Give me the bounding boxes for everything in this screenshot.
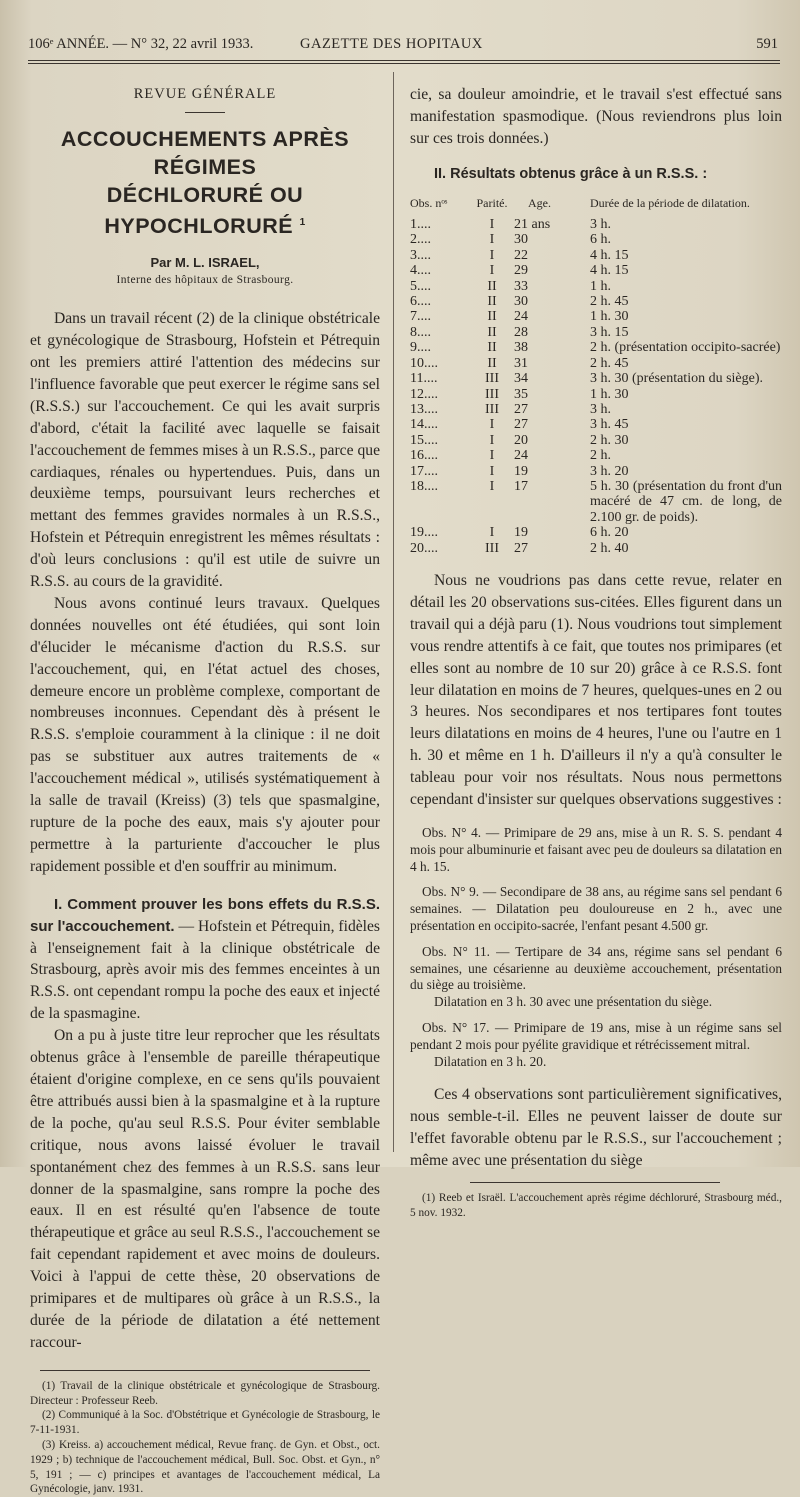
title-line-2: DÉCHLORURÉ OU HYPOCHLORURÉ $^1$ [104, 183, 306, 239]
parity-cell: II [487, 309, 497, 325]
parity-cell: II [487, 278, 497, 294]
footnote-3: (3) Kreiss. a) accouchement médical, Revue franç. de Gyn. et Obst., oct. 1929 ; b) technique de l'accouchement médical, Bull. Soc. Obst. et Gyn., n° 5, 191 ; — c) principes et avantages de l'accouchement médical, La Gynécologie, janv. 1931. [30, 1438, 380, 1496]
conclusion-text: Ces 4 observations sont particulièrement significatives, nous semble-t-il. Elles ne peuvent laisser de doute sur l'effet favorable obtenu par le R.S.S., sur l'accouchement ; même avec une présentation du siège [410, 1086, 782, 1170]
duration-cell: 3 h. 20 [590, 463, 629, 479]
duration-cell: 3 h. 30 (présentation du siège). [590, 371, 764, 387]
parity-cell: III [485, 386, 499, 402]
header-parity: Parité. [476, 195, 508, 210]
header-age: Age. [528, 195, 551, 210]
obs-cell: 8.... [410, 324, 431, 340]
age-cell: 20 [514, 432, 528, 448]
duration-cell: 4 h. 15 [590, 263, 629, 279]
age-cell: 27 [514, 401, 528, 417]
age-cell: 19 [514, 525, 528, 541]
duration-cell: 1 h. 30 [590, 386, 629, 402]
duration-cell: 6 h. [590, 232, 611, 248]
table-row [410, 371, 782, 386]
paragraph-1: Dans un travail récent (2) de la clinique obstétricale et gynécologique de Strasbourg, Hofstein et Pétrequin ont les premiers attiré l'attention des médecins sur l'influence favorable que peut exercer le régime sans sel (R.S.S.) sur l'accouchement. Ce qui les avait surpris d'abord, c'était la facilité avec laquelle se faisait l'accouchement de femmes mises à un R.S.S., parce que cardiaques, rénales ou hypertendues. Puis, dans un deuxième temps, poursuivant leurs recherches et mettant des femmes gravides normales à un R.S.S., Hofstein et Pétrequin enregistrent les mêmes résultats : d'où leurs conclusions : qu'il est utile de suivre un R.S.S. au cours de la gravidité. [30, 310, 380, 591]
issue-info: 106ᵉ ANNÉE. — N° 32, 22 avril 1933. [28, 36, 254, 52]
table-row [410, 417, 782, 432]
section-1-title: I. Comment prouver les bons effets du R.S.S. sur l'accouchement. [30, 895, 380, 935]
parity-cell: I [489, 232, 495, 248]
header-rule [28, 60, 780, 61]
duration-cell: 5 h. 30 (présentation du front d'un macéré de 47 cm. de long, de 2.100 gr. de poids). [590, 478, 782, 525]
age-cell: 33 [514, 278, 528, 294]
parity-cell: III [485, 401, 499, 417]
age-cell: 30 [514, 294, 528, 310]
observation-4: Obs. N° 4. — Primipare de 29 ans, mise à un R. S. S. pendant 4 mois pour albuminurie et faisant avec peu de douleurs sa dilatation en 4 h. 15. [410, 824, 782, 874]
paragraph-2: Nous avons continué leurs travaux. Quelques données nouvelles ont été étudiées, qui sont loin d'élucider le mécanisme d'action du R.S.S. sur l'accouchement, qui, en l'état actuel des choses, demeure encore un problème complexe, comportant de nombreuses inconnues. Cependant dès à présent le R.S.S. s'emploie couramment à la clinique : il ne doit pas se substituer aux autres traitements de « l'accouchement médical », utilisés systématiquement à la salle de travail (Kreiss) (3) tels que spasmalgine, rupture de la poche des eaux, mais s'y ajouter pour permettre à la parturiente d'accoucher le plus rapidement possible et d'en souffrir au minimum. [30, 594, 380, 875]
duration-cell: 2 h. 45 [590, 294, 629, 310]
obs-cell: 12.... [410, 386, 438, 402]
duration-cell: 3 h. [590, 401, 611, 417]
table-row [410, 325, 782, 340]
results-discussion: Nous ne voudrions pas dans cette revue, relater en détail les 20 observations sus-citées. Elles figurent dans un travail qui a déjà paru (1). Nous voudrions tout simplement vous rendre attentifs à ce fait, que toutes nos primipares (et elles sont au nombre de 10 sur 20) grâce à ce R.S.S. font leur dilatation en moins de 7 heures, quelques-unes en 2 ou 3 heures. Nos secondipares et nos tertipares font toutes leurs dilatations en moins de 4 heures, l'une ou l'autre en 1 h. 30 et même en 1 h. D'ailleurs il n'y a qu'à consulter le tableau pour voir nos résultats. Nous nous permettons cependant d'insister sur quelques observations suggestives : [410, 571, 782, 809]
article-title [30, 125, 380, 240]
footnote-rule-right [470, 1182, 720, 1183]
table-row [410, 309, 782, 324]
table-row [410, 279, 782, 294]
intro-text: cie, sa douleur amoindrie, et le travail s'est effectué sans manifestation spasmodique. (Nous reviendrons plus loin sur ces trois données.) [410, 86, 782, 147]
age-cell: 31 [514, 355, 528, 371]
table-row [410, 387, 782, 402]
column-divider [393, 72, 394, 1152]
age-cell: 24 [514, 309, 528, 325]
parity-cell: III [485, 371, 499, 387]
table-row [410, 448, 782, 463]
duration-cell: 1 h. [590, 278, 611, 294]
age-cell: 27 [514, 540, 528, 556]
obs-cell: 14.... [410, 417, 438, 433]
table-row [410, 217, 782, 232]
parity-cell: II [487, 355, 497, 371]
table-row [410, 232, 782, 247]
table-row [410, 464, 782, 479]
table-row [410, 525, 782, 540]
title-note-mark: 1 [299, 217, 306, 228]
section-2-title: II. Résultats obtenus grâce à un R.S.S. : [434, 165, 708, 182]
page-number: 591 [756, 36, 778, 52]
footnote-1: (1) Travail de la clinique obstétricale et gynécologique de Strasbourg. Directeur : Professeur Reeb. [30, 1379, 380, 1407]
duration-cell: 2 h. (présentation occipito-sacrée) [590, 340, 781, 356]
obs-cell: 5.... [410, 278, 431, 294]
table-row [410, 263, 782, 278]
footnote-rule [40, 1370, 370, 1371]
header-rule-thin [28, 63, 780, 64]
table-row [410, 541, 782, 556]
affiliation: Interne des hôpitaux de Strasbourg. [116, 274, 294, 287]
journal-name: GAZETTE DES HOPITAUX [300, 36, 483, 52]
age-cell: 27 [514, 417, 528, 433]
parity-cell: I [489, 432, 495, 448]
obs-cell: 3.... [410, 247, 431, 263]
parity-cell: I [489, 463, 495, 479]
parity-cell: II [487, 340, 497, 356]
obs-cell: 16.... [410, 448, 438, 464]
table-row [410, 294, 782, 309]
duration-cell: 6 h. 20 [590, 525, 629, 541]
rubric: REVUE GÉNÉRALE [133, 86, 277, 102]
obs-cell: 17.... [410, 463, 438, 479]
duration-cell: 3 h. [590, 217, 611, 233]
duration-cell: 2 h. 45 [590, 355, 629, 371]
age-cell: 21 ans [514, 217, 551, 233]
footnote-2: (2) Communiqué à la Soc. d'Obstétrique et Gynécologie de Strasbourg, le 7-11-1931. [30, 1409, 380, 1437]
parity-cell: I [489, 417, 495, 433]
obs-cell: 18.... [410, 478, 438, 494]
obs-cell: 20.... [410, 540, 438, 556]
duration-cell: 4 h. 15 [590, 247, 629, 263]
table-row [410, 433, 782, 448]
parity-cell: I [489, 478, 495, 494]
age-cell: 22 [514, 247, 528, 263]
section-1 [30, 894, 380, 1025]
observation-11-dilatation: Dilatation en 3 h. 30 avec une présentation du siège. [434, 994, 713, 1010]
duration-cell: 3 h. 45 [590, 417, 629, 433]
rubric-rule [185, 112, 225, 113]
parity-cell: II [487, 294, 497, 310]
age-cell: 30 [514, 232, 528, 248]
parity-cell: I [489, 217, 495, 233]
age-cell: 17 [514, 478, 528, 494]
observation-17-dilatation: Dilatation en 3 h. 20. [434, 1053, 547, 1069]
footnote-right: (1) Reeb et Israël. L'accouchement après régime déchloruré, Strasbourg méd., 5 nov. 1932. [410, 1191, 782, 1219]
obs-cell: 6.... [410, 294, 431, 310]
obs-cell: 19.... [410, 525, 438, 541]
duration-cell: 3 h. 15 [590, 324, 629, 340]
obs-cell: 15.... [410, 432, 438, 448]
section-1-text: — Hofstein et Pétrequin, fidèles à l'enseignement fait à la clinique obstétricale de Strasbourg, après avoir mis des femmes enceintes à un R.S.S. ont cependant rompu la poche des eaux et injecté de la spasmagine. [30, 917, 381, 1023]
paragraph-3: On a pu à juste titre leur reprocher que les résultats obtenus grâce à l'ensemble de pareille thérapeutique étaient d'origine complexe, en ce sens qu'ils pouvaient être attribués aussi bien à la spasmalgine et à la rupture de la poche, qu'au seul R.S.S. Pour éviter semblable critique, nous avons laissé évoluer le travail spontanément chez des femmes à un R.S.S. sans leur donner de la spasmalgine, sans rompre la poche des eaux. Il en est résulté qu'en l'absence de toute thérapeutique et grâce au seul R.S.S., l'accouchement se fait cependant rapidement et avec moins de douleurs. Voici à l'appui de cette thèse, 20 observations de primipares et de multipares où grâce à un R.S.S., la durée de la période de dilatation a été nettement raccour- [30, 1027, 380, 1351]
obs-cell: 13.... [410, 401, 438, 417]
obs-cell: 7.... [410, 309, 431, 325]
parity-cell: I [489, 448, 495, 464]
duration-cell: 2 h. [590, 448, 611, 464]
obs-cell: 1.... [410, 217, 431, 233]
duration-cell: 1 h. 30 [590, 309, 629, 325]
title-line-1: ACCOUCHEMENTS APRÈS RÉGIMES [60, 127, 350, 179]
parity-cell: I [489, 525, 495, 541]
duration-cell: 2 h. 30 [590, 432, 629, 448]
obs-cell: 2.... [410, 232, 431, 248]
table-row [410, 402, 782, 417]
age-cell: 35 [514, 386, 528, 402]
table-header-row [410, 196, 782, 217]
age-cell: 38 [514, 340, 528, 356]
table-row [410, 479, 782, 525]
obs-cell: 11.... [410, 371, 438, 387]
parity-cell: III [485, 540, 499, 556]
observation-list [410, 825, 782, 1070]
age-cell: 19 [514, 463, 528, 479]
obs-cell: 10.... [410, 355, 438, 371]
right-column [410, 84, 782, 1221]
left-column [30, 84, 380, 1497]
results-table [410, 196, 782, 556]
observation-11: Obs. N° 11. — Tertipare de 34 ans, régime sans sel pendant 6 semaines, une césarienne au deuxième accouchement, présentation du siège au troisième. [410, 943, 782, 993]
author: Par M. L. ISRAEL, [150, 255, 260, 271]
age-cell: 34 [514, 371, 528, 387]
age-cell: 24 [514, 448, 528, 464]
parity-cell: I [489, 247, 495, 263]
header-obs: Obs. nᵒˢ [410, 195, 448, 210]
parity-cell: II [487, 324, 497, 340]
duration-cell: 2 h. 40 [590, 540, 629, 556]
header-duration: Durée de la période de dilatation. [590, 195, 750, 210]
age-cell: 28 [514, 324, 528, 340]
obs-cell: 4.... [410, 263, 431, 279]
table-row [410, 248, 782, 263]
table-row [410, 356, 782, 371]
observation-17: Obs. N° 17. — Primipare de 19 ans, mise à un régime sans sel pendant 2 mois pour pyélite gravidique et rétrécissement mitral. [410, 1019, 782, 1052]
observation-9: Obs. N° 9. — Secondipare de 38 ans, au régime sans sel pendant 6 semaines. — Dilatation peu douloureuse en 2 h., avec une présentation en occipito-sacrée, l'enfant pesant 4.500 gr. [410, 884, 782, 933]
obs-cell: 9.... [410, 340, 431, 356]
table-row [410, 340, 782, 355]
age-cell: 29 [514, 263, 528, 279]
parity-cell: I [489, 263, 495, 279]
page-header [28, 36, 778, 58]
